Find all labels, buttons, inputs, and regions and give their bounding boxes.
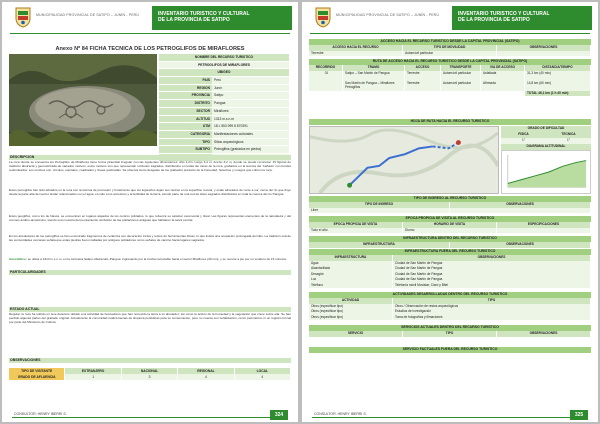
difficulty-title: GRADO DE DIFICULTAD xyxy=(501,126,591,132)
footer-consultant: CONSULTOR: HENRY IBERRI S. xyxy=(14,412,67,416)
services-inside-table: SERVICIOS ACTUALES DENTRO DEL RECURSO TURISTICO SERVICIO TIPO OBSERVACIONES xyxy=(309,325,591,337)
resource-name-value: PETROGLIFOS DE MIRAFLORES xyxy=(159,62,289,70)
header-band-line2: DE LA PROVINCIA DE SATIPO xyxy=(158,17,230,24)
observations-heading: OBSERVACIONES xyxy=(9,358,291,363)
difficulty-panel: GRADO DE DIFICULTAD FISICA TECNICA 1° 1° DIAGRAMA ALTITUDINAL xyxy=(501,126,591,150)
municipality-crest-icon xyxy=(314,6,332,28)
page-footer xyxy=(2,408,298,422)
altitude-title: DIAGRAMA ALTITUDINAL xyxy=(501,144,591,150)
infra-row: Agua Ciudad de San Martín de Pangoa xyxy=(309,261,591,267)
resource-name-header: NOMBRE DEL RECURSO TURISTICO xyxy=(159,54,289,62)
visitor-table-row: GRADO DE AFLUENCIA 1 3 4 4 xyxy=(9,374,291,380)
activities-table: ACTIVIDADES DESARROLLADAS DENTRO DEL RECURSO TURISTICO ACTIVIDAD TIPO Otros (especificar tipo) Otros / Observación de restos arqueológicos Otros (especificar tipo) Estudios de investigación Otros (especificar tipo) Toma de fotografías y filmaciones xyxy=(309,292,591,320)
visitor-table-header: TIPO DE VISITANTE EXTRANJERO NACIONAL REGIONAL LOCAL xyxy=(9,368,291,374)
info-row: PAIS Perú xyxy=(159,77,289,85)
activity-row: Otros (especificar tipo) Otros / Observación de restos arqueológicos xyxy=(309,304,591,310)
description-paragraph-4: En los alrededores de los petroglifos se han encontrado fragmentos de cerámica con decoración incisa y restos de herramientas líticas, lo que indica una ocupación prolongada del sitio. La tradición oral de las comunidades cercanas señala que estas piedras fueron talladas por antiguos pobladores como señales de camino hacia lugares sagrados. xyxy=(9,234,291,242)
footer-consultant: CONSULTOR: HENRY IBERRI S. xyxy=(314,412,367,416)
footer-rule xyxy=(312,417,588,418)
route-total-label: TOTAL xyxy=(527,90,538,95)
petroglyph-photo xyxy=(9,54,157,146)
page-number: 324 xyxy=(270,410,288,420)
header-band-line1: INVENTARIO TURISTICO Y CULTURAL xyxy=(458,11,550,17)
access-title: ACCESO HACIA EL RECURSO TURISTICO DESDE LA CAPITAL PROVINCIAL (SATIPO) xyxy=(309,39,591,45)
info-row: UTM 18 L 553 999 8 870391 xyxy=(159,123,289,131)
page-title: Anexo Nº 84 FICHA TECNICA DE LOS PETROGLIFOS DE MIRAFLORES xyxy=(55,46,245,52)
route-row: 01 Satipo – San Martín de Pangoa Terrestre Automóvil particular Asfaltada 31,3 km (40 min) xyxy=(309,71,591,81)
footer-rule xyxy=(12,417,288,418)
info-row: PROVINCIA Satipo xyxy=(159,92,289,100)
description-paragraph-2: Estos petroglifos han sido labrados en la roca con la técnica de percusión y frotamiento que los lugareños dejan sus rastros en la superficie rocosa, y están alineados de norte a sur, cerca del río que fluye desde la parte alta del sector. Están relacionados con el agua, el culto a los ancestros y la fertilidad de la tierra, siendo parte de una red de sitios sagrados distribuidos en toda la cuenca del río Pangoa. xyxy=(9,188,291,196)
description-heading: DESCRIPCION xyxy=(9,155,291,160)
resource-info-table xyxy=(159,54,289,162)
municipality-crest-icon xyxy=(14,6,32,28)
entry-table: TIPO DE INGRESO AL RECURSO TURISTICO TIPO DE INGRESO OBSERVACIONES Libre xyxy=(309,196,591,213)
activity-row: Otros (especificar tipo) Toma de fotografías y filmaciones xyxy=(309,315,591,321)
route-row: San Martín de Pangoa – Miraflores Petroglifos Terrestre Automóvil particular Afirmada 14,8 km (60 min) xyxy=(309,81,591,91)
route-table: RUTA DE ACCESO HACIA EL RECURSO TURISTICO DESDE LA CAPITAL PROVINCIAL (SATIPO) RECORRIDO TRAMO ACCESO TRANSPORTE VIA DE ACCESO DISTANCIA/TIEMPO 01 Satipo – San Martín de Pangoa Terrestre Automóvil particular Asfaltada 31,3 km (40 min) San Martín de Pangoa – Miraflores Petroglifos Terrestre Automóvil particular Afirmada 14,8 km (60 min) TOTAL 46,1 km (1 h 40 min) xyxy=(309,59,591,96)
particular-label: Anecdótico: xyxy=(9,257,27,261)
header-band-line2: DE LA PROVINCIA DE SATIPO xyxy=(458,17,530,24)
particular-text: se ubica a 1313 m.s.n.m. en la carretera Satipo–Mazamari–Pangoa. Ingresando por la trocha carrozable hacia el sector Miraflores (30 min), y se recorre a pie por un sendero de 15 minutos. xyxy=(26,257,287,261)
visit-table: EPOCA PROPICIA DE VISITA AL RECURSO TURISTICO EPOCA PROPICIA DE VISITA HORARIO DE VISITA ESPECIFICACIONES Todo el año Diurno xyxy=(309,216,591,233)
activity-row: Otros (especificar tipo) Estudios de investigación xyxy=(309,309,591,315)
info-row: DISTRITO Pangoa xyxy=(159,100,289,108)
page-footer xyxy=(302,408,598,422)
infra-outside-table: INFRAESTRUCTURA FUERA DEL RECURSO TURISTICO INFRAESTRUCTURA OBSERVACIONES Agua Ciudad de San Martín de Pangoa Alcantarillado Ciudad de San Martín de Pangoa Desagüe Ciudad de San Martín de Pangoa Luz Ciudad de San Martín de Pangoa Teléfono Telefonía móvil Movistar, Claro y Bitel xyxy=(309,249,591,288)
ubigeo-header: UBIGEO xyxy=(159,69,289,77)
info-row: ALTITUD 1313 m.s.n.m xyxy=(159,116,289,124)
info-row: SUBTIPO Petroglifos (grabados en piedra) xyxy=(159,146,289,154)
services-outside-table: SERVICIO FACTUALES FUERA DEL RECURSO TURISTICO xyxy=(309,347,591,353)
description-paragraph-1: La roca donde se encuentra los Petroglifos de Miraflores tiene forma piramidal irregular con las siguientes dimensiones: Alto 1,2m, Largo 3,4 m, Ancho 3,2 m, donde se puede reconocer 15 figuras de tradición abstracta y geometrizada de variados motivos, estos motivos son que representan símbolos sagrados, distribuidos en todas las caras de la roca, grabados en la técnica del “bañado” con bordes redondeados. Los motivos son: círculos, espirales, cuadrados y líneas quebradas. Se observa cierto desgaste de los grabados producto de la humedad, helechos y musgos que cubren la roca. xyxy=(9,160,291,172)
route-title: RUTA DE ACCESO HACIA EL RECURSO TURISTICO DESDE LA CAPITAL PROVINCIAL (SATIPO) xyxy=(309,59,591,65)
header-municipality: MUNICIPALIDAD PROVINCIAL DE SATIPO – JUNÍN - PERÚ xyxy=(336,13,440,17)
particularities-heading: PARTICULARIDADES xyxy=(9,270,291,275)
header-band xyxy=(452,6,592,30)
header-rule xyxy=(310,33,590,34)
info-row: CATEGORIA Manifestaciones culturales xyxy=(159,131,289,139)
infra-row: Teléfono Telefonía móvil Movistar, Claro y Bitel xyxy=(309,283,591,289)
infra-row: Alcantarillado Ciudad de San Martín de Pangoa xyxy=(309,266,591,272)
infra-inside-table: INFRAESTRUCTURA DENTRO DEL RECURSO TURISTICO INFRAESTRUCTURA OBSERVACIONES xyxy=(309,236,591,248)
infra-row: Desagüe Ciudad de San Martín de Pangoa xyxy=(309,272,591,278)
particular-note xyxy=(9,258,291,268)
info-row: REGION Junín xyxy=(159,85,289,93)
visitor-table xyxy=(9,368,291,380)
map-title-bar: HOJA DE RUTA HACIA EL RECURSO TURISTICO xyxy=(309,119,591,125)
page-325 xyxy=(302,2,598,422)
access-row: Terrestre Automóvil particular xyxy=(309,51,591,57)
current-state-paragraph: Regular, la roca ha sufrido un leve deterioro debido a la actividad de buscadores que han removido la tierra a su alrededor; así como la acción de la humedad y la vegetación que crece sobre ella. Se han perdido algunas partes del grabado original. Actualmente la comunidad realiza faenas de limpieza periódicas para su conservación, pero no cuenta con señalización, cerco perimétrico ni un registro formal por parte del Ministerio de Cultura. xyxy=(9,312,291,324)
page-324 xyxy=(2,2,298,422)
page-header xyxy=(302,2,598,34)
infra-row: Luz Ciudad de San Martín de Pangoa xyxy=(309,277,591,283)
description-paragraph-3: Estos geoglifos, como los de Nasca, se encuentran en lugares alejados de los centros poblados, lo que refuerza su carácter ceremonial y ritual. Las figuras representan elementos de la naturaleza y del cosmos andino-amazónico, siendo una muestra del pensamiento simbólico de las poblaciones antiguas que habitaron la selva central. xyxy=(9,214,291,222)
info-row: TIPO Sitios arqueológicos xyxy=(159,139,289,147)
header-band xyxy=(152,6,292,30)
route-total-row xyxy=(309,91,591,97)
header-municipality: MUNICIPALIDAD PROVINCIAL DE SATIPO – JUNÍN - PERÚ xyxy=(36,13,140,17)
header-band-line1: INVENTARIO TURISTICO Y CULTURAL xyxy=(158,11,250,17)
header-rule xyxy=(10,33,290,34)
page-header xyxy=(2,2,298,34)
route-map xyxy=(309,126,499,194)
access-table: ACCESO HACIA EL RECURSO TURISTICO DESDE LA CAPITAL PROVINCIAL (SATIPO) ACCESO HACIA EL RECURSO TIPO DE MOVILIDAD OBSERVACIONES Terrestre Automóvil particular xyxy=(309,39,591,56)
altitude-diagram xyxy=(501,150,591,194)
info-row: SECTOR Miraflores xyxy=(159,108,289,116)
route-total-value: 46,1 km (1 h 40 min) xyxy=(538,90,569,95)
page-number: 325 xyxy=(570,410,588,420)
current-state-heading: ESTADO ACTUAL xyxy=(9,307,291,312)
